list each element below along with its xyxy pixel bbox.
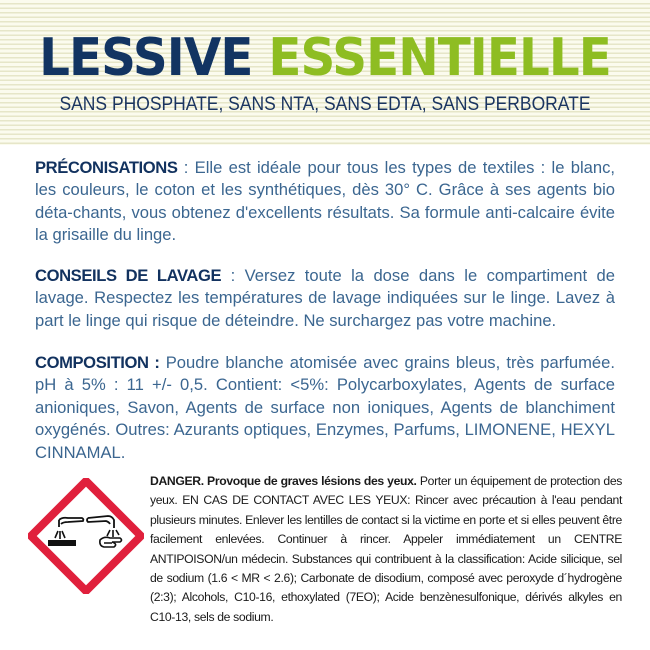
section-preconisations <box>35 157 615 247</box>
section-label: COMPOSITION : <box>35 353 160 372</box>
section-text: : Versez toute la dose dans le compartiment de lavage. Respectez les températures de lavage indiquées sur le linge. Lavez à part le linge qui risque de déteindre. Ne surchargez pas votre machine. <box>35 266 615 330</box>
section-text: : Elle est idéale pour tous les types de textiles : le blanc, les couleurs, le coton et les synthétiques, dès 30° C. Grâce à ses agents bio déta-chants, vous obtenez d'excellents résultats. Sa formule anti-calcaire évite la grisaille du linge. <box>35 158 615 245</box>
product-title <box>23 30 628 86</box>
product-subtitle: SANS PHOSPHATE, SANS NTA, SANS EDTA, SANS PERBORATE <box>59 94 591 115</box>
striped-header <box>0 0 650 145</box>
corrosion-icon <box>28 478 144 594</box>
hazard-text: Porter un équipement de protection des yeux. EN CAS DE CONTACT AVEC LES YEUX: Rincer avec précaution à l'eau pendant plusieurs minutes. Enlever les lentilles de contact si la victime en porte et si elles peuvent être facilement enlevées. Continuer à rincer. Appeler immédiatement un CENTRE ANTIPOISON/un médecin. Substances qui contribuent à la classification: Acide silicique, sel de sodium (1.6 < MR < 2.6); Carbonate de disodium, composé avec peroxyde d´hydrogène (2:3); Alcohols, C10-16, ethoxylated (7EO); Acide benzènesulfonique, dérivés alkyles en C10-13, sels de sodium. <box>150 474 622 624</box>
title-lessive: LESSIVE <box>39 28 253 88</box>
section-composition <box>35 352 615 464</box>
hazard-signal-word: DANGER. Provoque de graves lésions des yeux. <box>150 474 417 488</box>
section-label: PRÉCONISATIONS <box>35 158 178 177</box>
section-text: Poudre blanche atomisée avec grains bleus, très parfumée. pH à 5% : 11 +/- 0,5. Contient: <5%: Polycarboxylates, Agents de surface anioniques, Savon, Agents de surface non ioniques, Agents de blanchiment oxygénés. Outres: Azurants optiques, Enzymes, Parfums, LIMONENE, HEXYL CINNAMAL. <box>35 353 615 462</box>
section-label: CONSEILS DE LAVAGE <box>35 266 222 285</box>
hazard-statement <box>150 472 622 627</box>
section-conseils-lavage <box>35 265 615 332</box>
title-essentielle: ESSENTIELLE <box>268 28 611 88</box>
